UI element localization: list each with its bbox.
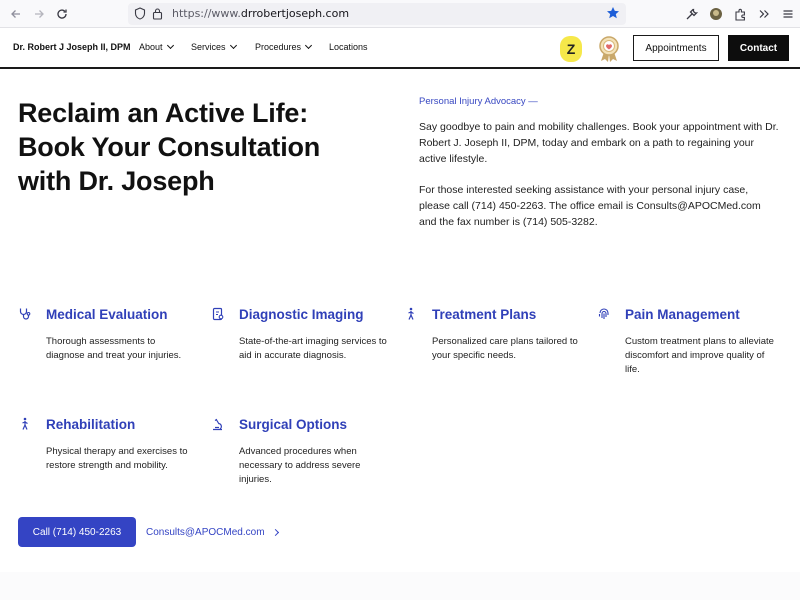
address-bar[interactable]: [128, 3, 626, 25]
appointments-button[interactable]: Appointments: [633, 35, 719, 61]
chevron-down-icon: [166, 42, 173, 49]
nav-locations-label: Locations: [329, 42, 368, 52]
feature-title: Pain Management: [625, 307, 740, 322]
feature-title: Treatment Plans: [432, 307, 537, 322]
nav-services-label: Services: [191, 42, 226, 52]
nav-about-label: About: [139, 42, 163, 52]
call-button[interactable]: Call (714) 450-2263: [18, 517, 136, 547]
footer-band: [0, 572, 800, 600]
shield-icon[interactable]: [134, 7, 146, 25]
zocdoc-logo[interactable]: [560, 36, 582, 62]
wrench-icon[interactable]: [682, 5, 700, 23]
back-arrow-icon[interactable]: [6, 4, 26, 24]
nav-procedures[interactable]: [255, 42, 311, 52]
fingerprint-icon: [597, 307, 611, 321]
chevron-down-icon: [229, 42, 236, 49]
feature-description: State-of-the-art imaging services to aid in accurate diagnosis.: [239, 336, 387, 361]
chevron-right-icon: [271, 529, 278, 536]
star-bookmark-icon[interactable]: [606, 6, 620, 25]
hero-title: Reclaim an Active Life: Book Your Consultation with Dr. Joseph: [18, 98, 321, 196]
stethoscope-icon: [18, 307, 32, 321]
microscope-icon: [211, 417, 225, 431]
forward-arrow-icon[interactable]: [29, 4, 49, 24]
feature-description: Custom treatment plans to alleviate discomfort and improve quality of life.: [625, 336, 774, 375]
feature-description: Personalized care plans tailored to your specific needs.: [432, 336, 578, 361]
nav-locations[interactable]: [329, 42, 368, 52]
contact-button[interactable]: Contact: [728, 35, 789, 61]
eyebrow-label: Personal Injury Advocacy —: [419, 96, 538, 107]
nav-services[interactable]: [191, 42, 236, 52]
brand-name[interactable]: Dr. Robert J Joseph II, DPM: [13, 42, 131, 52]
hero-paragraph-2: For those interested seeking assistance with your personal injury case, please call (714) 450-2263. The office email is Consults@APOCMed.com and the fax number is (714) 505-3282.: [419, 184, 761, 228]
extension-icon[interactable]: [731, 5, 749, 23]
overflow-chevrons-icon[interactable]: [755, 5, 773, 23]
reload-icon[interactable]: [52, 4, 72, 24]
feature-title: Diagnostic Imaging: [239, 307, 364, 322]
feature-description: Physical therapy and exercises to restore strength and mobility.: [46, 446, 188, 471]
walking-person-icon: [18, 417, 32, 431]
chevron-down-icon: [305, 42, 312, 49]
avatar-icon[interactable]: [707, 5, 725, 23]
zocdoc-logo-letter: Z: [566, 41, 576, 57]
browser-toolbar: [0, 0, 800, 28]
lock-icon[interactable]: [152, 7, 163, 25]
feature-title: Surgical Options: [239, 417, 348, 432]
email-link[interactable]: [146, 527, 278, 538]
nav-about[interactable]: [139, 42, 173, 52]
site-header: [0, 28, 800, 69]
nav-procedures-label: Procedures: [255, 42, 302, 52]
feature-description: Thorough assessments to diagnose and treat your injuries.: [46, 336, 182, 361]
hamburger-menu-icon[interactable]: [779, 5, 797, 23]
award-badge-icon[interactable]: [598, 35, 620, 63]
url-text[interactable]: https://www.drrobertjoseph.com: [172, 7, 350, 20]
email-link-label: Consults@APOCMed.com: [146, 527, 265, 538]
clipboard-icon: [211, 307, 225, 321]
walking-person-icon: [404, 307, 418, 321]
hero-paragraph-1: Say goodbye to pain and mobility challenges. Book your appointment with Dr. Robert J. Joseph II, DPM, today and embark on a path to regaining your active lifestyle.: [419, 121, 779, 165]
feature-title: Rehabilitation: [46, 417, 136, 432]
feature-description: Advanced procedures when necessary to address severe injuries.: [239, 446, 361, 485]
feature-title: Medical Evaluation: [46, 307, 168, 322]
